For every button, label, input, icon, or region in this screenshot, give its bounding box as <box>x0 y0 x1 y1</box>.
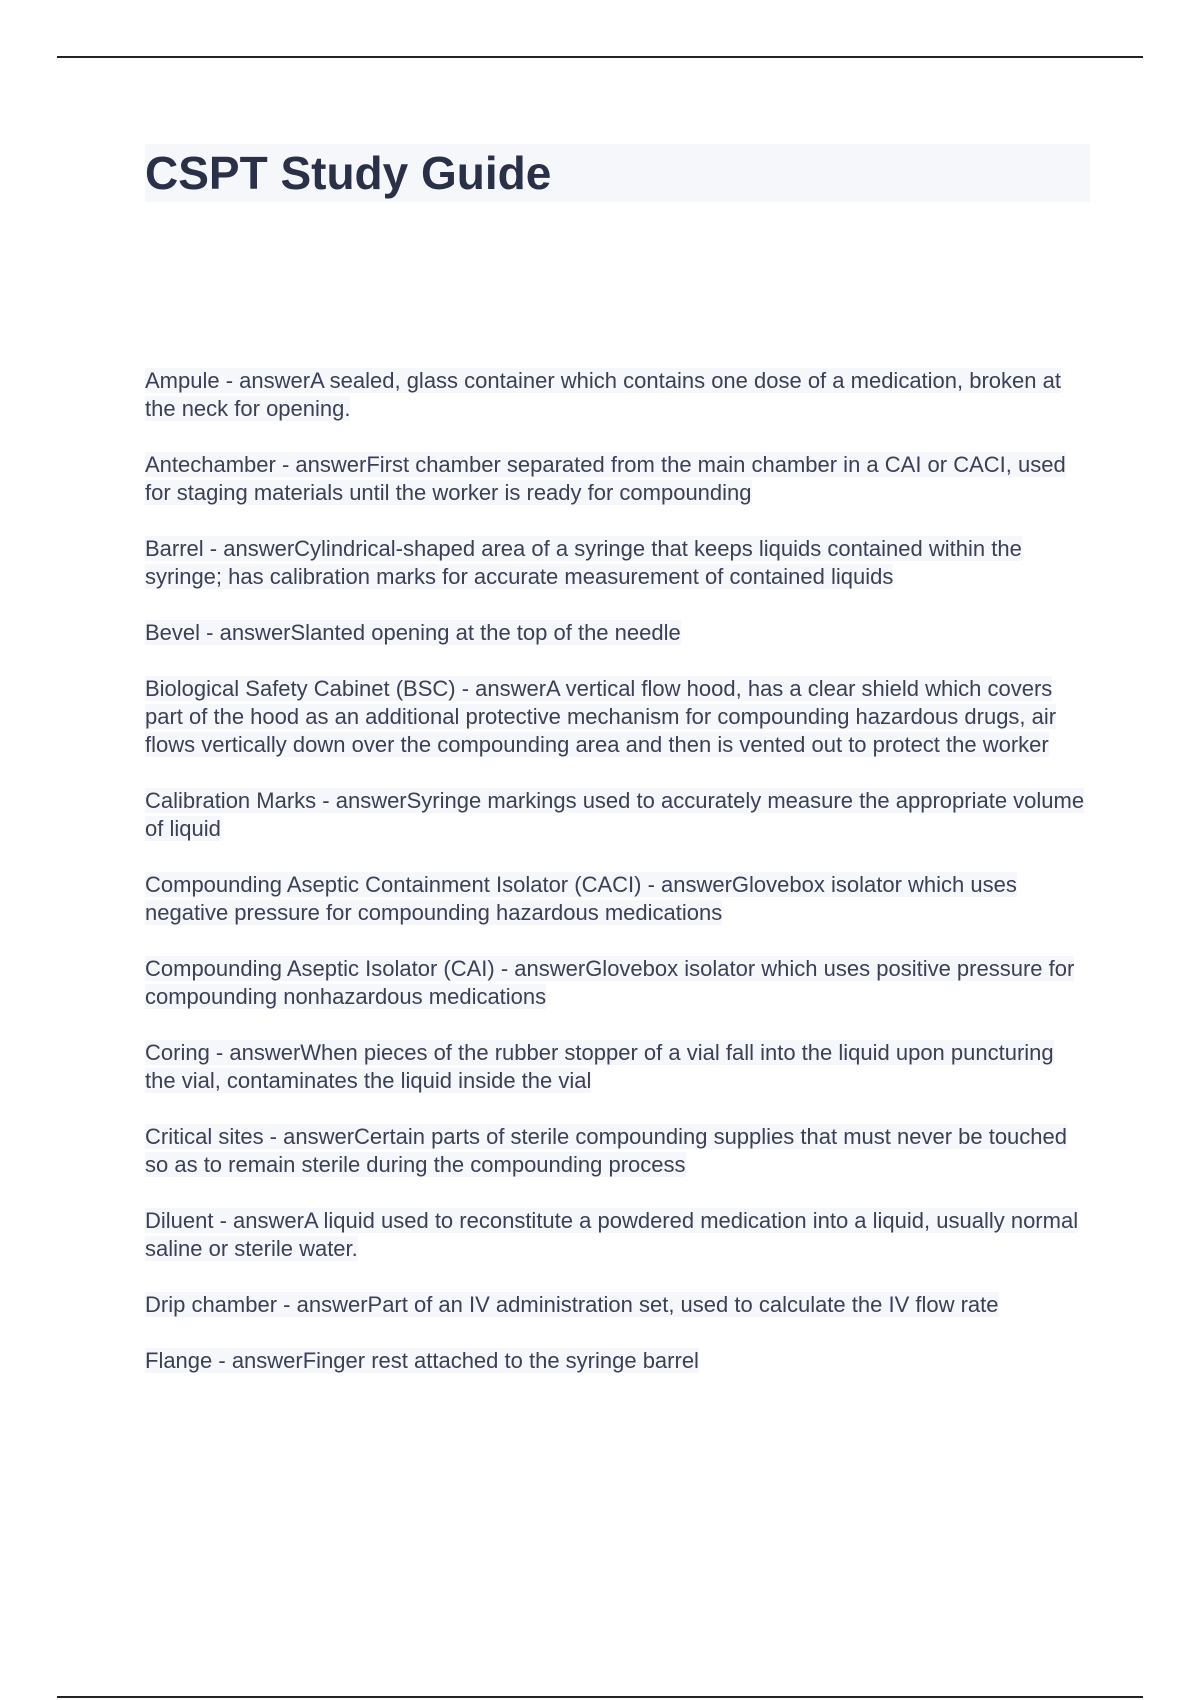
term-item <box>145 675 1090 759</box>
term-text: Critical sites - answerCertain parts of sterile compounding supplies that must never be touched so as to remain sterile during the compounding process <box>145 1124 1068 1177</box>
term-item <box>145 1039 1090 1095</box>
term-item <box>145 871 1090 927</box>
term-text: Coring - answerWhen pieces of the rubber stopper of a vial fall into the liquid upon puncturing the vial, contaminates the liquid inside the vial <box>145 1040 1054 1093</box>
term-item <box>145 451 1090 507</box>
term-item <box>145 619 1090 647</box>
term-text: Compounding Aseptic Containment Isolator (CACI) - answerGlovebox isolator which uses negative pressure for compounding hazardous medications <box>145 872 1017 925</box>
term-text: Barrel - answerCylindrical-shaped area of a syringe that keeps liquids contained within the syringe; has calibration marks for accurate measurement of contained liquids <box>145 536 1022 589</box>
term-item <box>145 1207 1090 1263</box>
term-text: Drip chamber - answerPart of an IV administration set, used to calculate the IV flow rate <box>145 1292 999 1317</box>
term-text: Biological Safety Cabinet (BSC) - answerA vertical flow hood, has a clear shield which covers part of the hood as an additional protective mechanism for compounding hazardous drugs, air flows vertically down over the compounding area and then is vented out to protect the worker <box>145 676 1057 757</box>
term-item <box>145 1347 1090 1375</box>
term-item <box>145 955 1090 1011</box>
term-item <box>145 367 1090 423</box>
term-item <box>145 535 1090 591</box>
term-text: Compounding Aseptic Isolator (CAI) - answerGlovebox isolator which uses positive pressure for compounding nonhazardous medications <box>145 956 1075 1009</box>
top-rule <box>57 56 1143 58</box>
term-text: Flange - answerFinger rest attached to the syringe barrel <box>145 1348 699 1373</box>
term-text: Calibration Marks - answerSyringe markings used to accurately measure the appropriate volume of liquid <box>145 788 1085 841</box>
term-list <box>145 367 1090 1403</box>
term-item <box>145 1291 1090 1319</box>
term-text: Antechamber - answerFirst chamber separated from the main chamber in a CAI or CACI, used for staging materials until the worker is ready for compounding <box>145 452 1066 505</box>
term-item <box>145 787 1090 843</box>
document-title: CSPT Study Guide <box>145 147 552 199</box>
term-text: Ampule - answerA sealed, glass container which contains one dose of a medication, broken at the neck for opening. <box>145 368 1061 421</box>
term-item <box>145 1123 1090 1179</box>
bottom-rule <box>57 1696 1143 1698</box>
term-text: Bevel - answerSlanted opening at the top of the needle <box>145 620 681 645</box>
term-text: Diluent - answerA liquid used to reconstitute a powdered medication into a liquid, usually normal saline or sterile water. <box>145 1208 1079 1261</box>
